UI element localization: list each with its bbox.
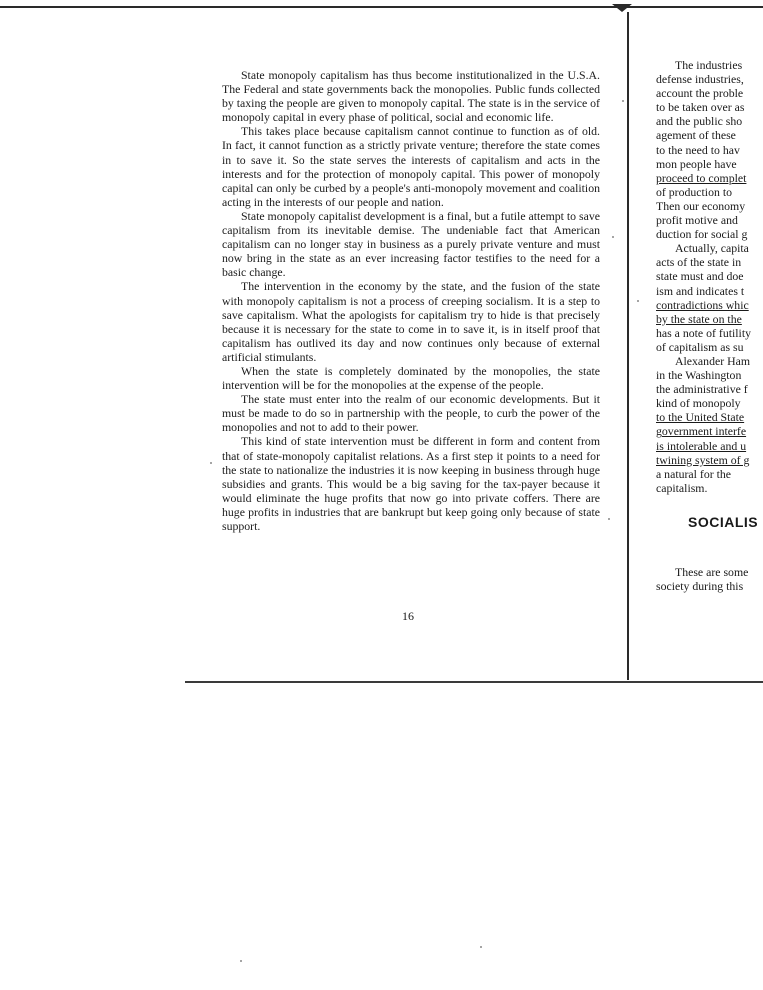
right-line: defense industries, [656,72,744,87]
right-line: twining system of g [656,452,750,467]
right-line: has a note of futility [656,325,752,340]
paragraph: State monopoly capitalist development is a final, but a futile attempt to save capitalism from its inevitable demise. The undeniable fact that American capitalism can no longer stay in business as a purely private venture and must now bring in the state as an ever increasing factor testifies to the need for a basic change. [222,208,600,280]
top-page-edge-rule [0,6,763,8]
paragraph: When the state is completely dominated by the monopolies, the state intervention will be for the monopolies at the expense of the people. [222,363,600,393]
right-line: society during this [656,579,744,594]
right-line: to the need to hav [656,142,740,157]
book-spine-line [627,12,629,680]
left-page-text [222,68,600,533]
right-page-text [656,58,763,495]
right-line: Actually, capita [675,241,749,256]
right-line: account the proble [656,86,744,101]
right-line: These are some [675,565,749,579]
scan-speck [240,960,242,962]
right-line: ism and indicates t [656,283,745,298]
right-line: Then our economy [656,198,746,213]
right-line: and the public sho [656,114,743,129]
binding-notch [612,4,632,12]
page-number: 16 [402,609,414,623]
right-page-tail-text [656,565,748,593]
scan-speck [480,946,482,948]
right-line: the administrative f [656,382,748,397]
paragraph: This takes place because capitalism cannot continue to function as of old. In fact, it cannot function as a strictly private venture; therefore the state comes in to save it. So the state serves the interests of capitalism and acts in the interests and for the protection of monopoly capital. This power of monopoly capital can only be curbed by a people's anti-monopoly movement and coalition acting in the interests of our people and nation. [222,124,600,209]
right-line: a natural for the [656,466,732,481]
right-line: duction for social g [656,227,748,242]
right-line: to the United State [656,410,745,425]
right-line: by the state on the [656,311,742,326]
right-line: is intolerable and u [656,438,747,453]
right-line: profit motive and [656,213,738,228]
right-line: proceed to complet [656,170,747,185]
scan-speck [612,236,614,238]
paragraph: The state must enter into the realm of our economic developments. But it must be made to do so in partnership with the people, to curb the power of the monopolies and not to add to their power. [222,392,600,435]
right-line: Alexander Ham [675,353,751,368]
paragraph: The intervention in the economy by the state, and the fusion of the state with monopoly capitalism is not a process of creeping socialism. It is a step to save capitalism. What the apologists for capitalism try to hide is that precisely because it is necessary for the state to come in to save it, is in itself proof that capitalism has outlived its day and now continues only because of external artificial stimulants. [222,279,600,364]
right-line: capitalism. [656,480,708,495]
section-heading: SOCIALIS [688,514,759,530]
right-line: contradictions whic [656,297,749,312]
right-line: kind of monopoly [656,396,741,411]
right-line: of production to [656,184,733,199]
paragraph: State monopoly capitalism has thus become institutionalized in the U.S.A. The Federal and state governments back the monopolies. Public funds collected by taxing the people are given to monopoly capital. The state is in the service of monopoly capital in every phase of political, social and economic life. [222,68,600,125]
right-line: mon people have [656,156,737,171]
scan-speck [637,300,639,302]
scan-speck [210,462,212,464]
scan-speck [622,100,624,102]
right-line: government interfe [656,424,747,439]
right-line: to be taken over as [656,100,745,115]
paragraph: This kind of state intervention must be different in form and content from that of state-monopoly capitalist relations. As a first step it points to a need for the state to nationalize the industries it is now keeping in business through huge subsidies and grants. This would be a big saving for the tax-payer because it would eliminate the huge profits that now go into private coffers. There are huge profits in industries that are bankrupt but keep going only because of state support. [222,434,600,533]
bottom-page-edge-rule [185,681,763,683]
right-line: The industries [675,58,743,72]
right-line: of capitalism as su [656,339,744,354]
scan-speck [608,518,610,520]
right-line: agement of these [656,128,736,143]
right-line: state must and doe [656,269,744,284]
right-line: in the Washington [656,368,742,383]
right-line: acts of the state in [656,255,742,270]
